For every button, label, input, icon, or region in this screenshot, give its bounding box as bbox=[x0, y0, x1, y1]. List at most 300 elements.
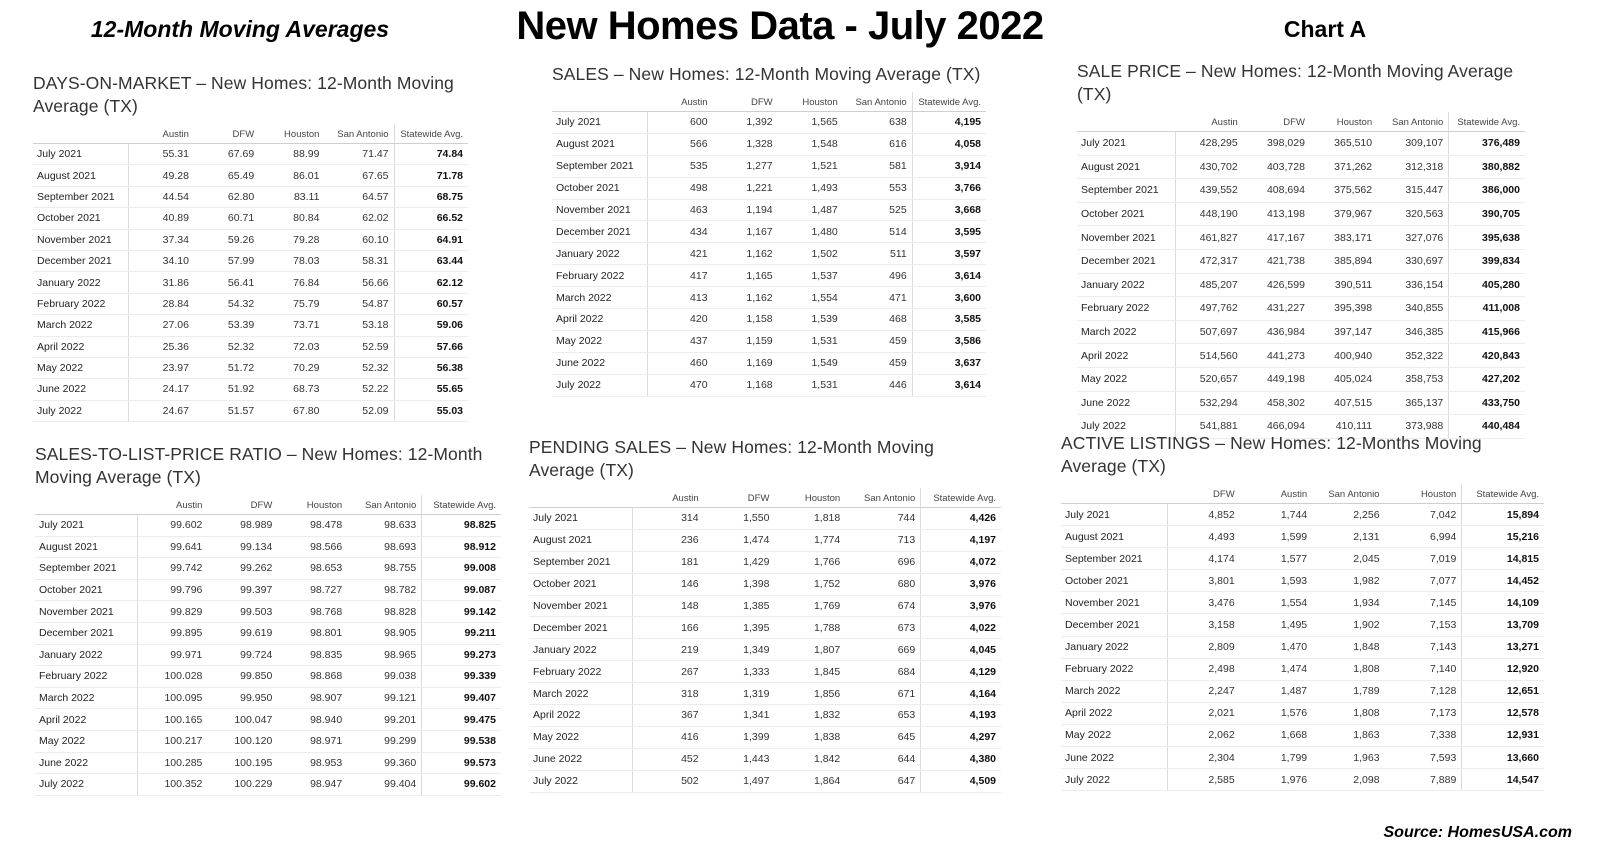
value-cell: 52.09 bbox=[324, 400, 394, 421]
value-cell: 1,495 bbox=[1240, 614, 1312, 636]
value-cell: 1,497 bbox=[704, 770, 775, 792]
value-cell: 54.87 bbox=[324, 293, 394, 314]
value-cell: 436,984 bbox=[1243, 320, 1310, 344]
table-row bbox=[529, 726, 1001, 748]
value-cell: 99.262 bbox=[207, 558, 277, 580]
value-cell: 53.18 bbox=[324, 315, 394, 336]
value-cell: 1,774 bbox=[774, 529, 845, 551]
table-row bbox=[1061, 504, 1544, 526]
value-cell: 86.01 bbox=[259, 165, 324, 186]
value-cell: 2,809 bbox=[1167, 636, 1239, 658]
value-cell: 6,994 bbox=[1385, 526, 1462, 548]
row-label: March 2022 bbox=[1061, 680, 1167, 702]
row-label: February 2022 bbox=[1077, 297, 1176, 321]
value-cell: 1,766 bbox=[774, 551, 845, 573]
statewide-cell: 3,976 bbox=[921, 595, 1001, 617]
value-cell: 1,842 bbox=[774, 748, 845, 770]
value-cell: 37.34 bbox=[129, 229, 194, 250]
row-label: July 2022 bbox=[35, 774, 138, 796]
row-label: October 2021 bbox=[33, 208, 129, 229]
row-label: April 2022 bbox=[35, 709, 138, 731]
row-label: September 2021 bbox=[35, 558, 138, 580]
row-label: April 2022 bbox=[33, 336, 129, 357]
row-label: January 2022 bbox=[35, 644, 138, 666]
value-cell: 55.31 bbox=[129, 144, 194, 165]
row-label: August 2021 bbox=[1077, 155, 1176, 179]
column-header: Houston bbox=[774, 488, 845, 508]
row-label: May 2022 bbox=[1077, 367, 1176, 391]
row-label: April 2022 bbox=[529, 705, 633, 727]
statewide-cell: 4,297 bbox=[921, 726, 1001, 748]
value-cell: 2,131 bbox=[1312, 526, 1384, 548]
statewide-cell: 3,976 bbox=[921, 573, 1001, 595]
value-cell: 1,474 bbox=[1240, 658, 1312, 680]
row-label: June 2022 bbox=[1077, 391, 1176, 415]
row-label: July 2022 bbox=[552, 374, 647, 396]
value-cell: 3,158 bbox=[1167, 614, 1239, 636]
value-cell: 459 bbox=[843, 330, 912, 352]
table-row bbox=[1077, 155, 1525, 179]
row-label: December 2021 bbox=[1061, 614, 1167, 636]
row-label: August 2021 bbox=[529, 529, 633, 551]
table-row bbox=[552, 177, 986, 199]
value-cell: 566 bbox=[647, 133, 712, 155]
value-cell: 340,855 bbox=[1377, 297, 1449, 321]
statewide-cell: 64.91 bbox=[394, 229, 468, 250]
table-row bbox=[552, 309, 986, 331]
row-label: January 2022 bbox=[529, 639, 633, 661]
value-cell: 53.39 bbox=[194, 315, 259, 336]
row-label: September 2021 bbox=[552, 155, 647, 177]
statewide-cell: 3,614 bbox=[912, 265, 986, 287]
row-label: May 2022 bbox=[35, 730, 138, 752]
value-cell: 88.99 bbox=[259, 144, 324, 165]
value-cell: 72.03 bbox=[259, 336, 324, 357]
column-header: DFW bbox=[704, 488, 775, 508]
column-header-month bbox=[529, 488, 633, 508]
data-table bbox=[552, 92, 986, 397]
statewide-cell: 3,600 bbox=[912, 287, 986, 309]
statewide-cell: 59.06 bbox=[394, 315, 468, 336]
data-table bbox=[529, 488, 1001, 793]
row-label: December 2021 bbox=[1077, 249, 1176, 273]
value-cell: 1,167 bbox=[713, 221, 778, 243]
value-cell: 99.360 bbox=[347, 752, 422, 774]
statewide-cell: 12,931 bbox=[1462, 724, 1544, 746]
value-cell: 616 bbox=[843, 133, 912, 155]
value-cell: 98.653 bbox=[277, 558, 347, 580]
value-cell: 78.03 bbox=[259, 250, 324, 271]
table-row bbox=[1061, 747, 1544, 769]
value-cell: 98.868 bbox=[277, 666, 347, 688]
value-cell: 466,094 bbox=[1243, 415, 1310, 439]
statewide-cell: 99.538 bbox=[422, 730, 501, 752]
row-label: March 2022 bbox=[529, 683, 633, 705]
value-cell: 54.32 bbox=[194, 293, 259, 314]
value-cell: 98.755 bbox=[347, 558, 422, 580]
row-label: April 2022 bbox=[1077, 344, 1176, 368]
value-cell: 98.965 bbox=[347, 644, 422, 666]
value-cell: 99.850 bbox=[207, 666, 277, 688]
table-row bbox=[35, 666, 501, 688]
value-cell: 98.953 bbox=[277, 752, 347, 774]
row-label: September 2021 bbox=[529, 551, 633, 573]
value-cell: 514 bbox=[843, 221, 912, 243]
table-row bbox=[552, 133, 986, 155]
table-row bbox=[1077, 179, 1525, 203]
value-cell: 320,563 bbox=[1377, 202, 1449, 226]
table-row bbox=[1061, 702, 1544, 724]
statewide-cell: 68.75 bbox=[394, 186, 468, 207]
table-row bbox=[1077, 226, 1525, 250]
value-cell: 1,162 bbox=[713, 243, 778, 265]
statewide-cell: 433,750 bbox=[1449, 391, 1525, 415]
value-cell: 59.26 bbox=[194, 229, 259, 250]
value-cell: 99.038 bbox=[347, 666, 422, 688]
value-cell: 1,333 bbox=[704, 661, 775, 683]
row-label: June 2022 bbox=[552, 352, 647, 374]
value-cell: 64.57 bbox=[324, 186, 394, 207]
row-label: January 2022 bbox=[552, 243, 647, 265]
row-label: January 2022 bbox=[1061, 636, 1167, 658]
column-header: DFW bbox=[713, 92, 778, 112]
value-cell: 371,262 bbox=[1310, 155, 1377, 179]
statewide-cell: 57.66 bbox=[394, 336, 468, 357]
value-cell: 2,062 bbox=[1167, 724, 1239, 746]
value-cell: 541,881 bbox=[1176, 415, 1243, 439]
column-header: Houston bbox=[778, 92, 843, 112]
row-label: September 2021 bbox=[33, 186, 129, 207]
statewide-cell: 3,637 bbox=[912, 352, 986, 374]
table-row bbox=[33, 293, 468, 314]
statewide-cell: 3,585 bbox=[912, 309, 986, 331]
value-cell: 439,552 bbox=[1176, 179, 1243, 203]
value-cell: 1,838 bbox=[774, 726, 845, 748]
value-cell: 146 bbox=[633, 573, 704, 595]
statewide-cell: 99.087 bbox=[422, 579, 501, 601]
value-cell: 1,808 bbox=[1312, 658, 1384, 680]
value-cell: 98.633 bbox=[347, 515, 422, 537]
value-cell: 1,194 bbox=[713, 199, 778, 221]
value-cell: 421 bbox=[647, 243, 712, 265]
value-cell: 460 bbox=[647, 352, 712, 374]
value-cell: 410,111 bbox=[1310, 415, 1377, 439]
value-cell: 553 bbox=[843, 177, 912, 199]
value-cell: 1,395 bbox=[704, 617, 775, 639]
value-cell: 403,728 bbox=[1243, 155, 1310, 179]
value-cell: 75.79 bbox=[259, 293, 324, 314]
value-cell: 496 bbox=[843, 265, 912, 287]
header-row bbox=[33, 124, 468, 144]
value-cell: 52.59 bbox=[324, 336, 394, 357]
table-row bbox=[552, 374, 986, 396]
statewide-cell: 3,614 bbox=[912, 374, 986, 396]
statewide-cell: 4,197 bbox=[921, 529, 1001, 551]
column-header: Austin bbox=[647, 92, 712, 112]
value-cell: 7,889 bbox=[1385, 769, 1462, 791]
value-cell: 99.796 bbox=[138, 579, 208, 601]
value-cell: 426,599 bbox=[1243, 273, 1310, 297]
table-row bbox=[552, 265, 986, 287]
row-label: November 2021 bbox=[552, 199, 647, 221]
table-title: ACTIVE LISTINGS – New Homes: 12-Months Moving Average (TX) bbox=[1061, 433, 1482, 476]
value-cell: 684 bbox=[845, 661, 921, 683]
statewide-cell: 98.912 bbox=[422, 536, 501, 558]
value-cell: 446 bbox=[843, 374, 912, 396]
value-cell: 671 bbox=[845, 683, 921, 705]
table-row bbox=[529, 617, 1001, 639]
value-cell: 2,256 bbox=[1312, 504, 1384, 526]
value-cell: 346,385 bbox=[1377, 320, 1449, 344]
value-cell: 98.768 bbox=[277, 601, 347, 623]
value-cell: 1,668 bbox=[1240, 724, 1312, 746]
value-cell: 1,168 bbox=[713, 374, 778, 396]
value-cell: 31.86 bbox=[129, 272, 194, 293]
row-label: August 2021 bbox=[552, 133, 647, 155]
value-cell: 1,474 bbox=[704, 529, 775, 551]
table-row bbox=[33, 336, 468, 357]
column-header: DFW bbox=[1167, 484, 1239, 504]
column-header: Austin bbox=[633, 488, 704, 508]
value-cell: 1,863 bbox=[1312, 724, 1384, 746]
header-row bbox=[1061, 484, 1544, 504]
column-header: Houston bbox=[1310, 112, 1377, 132]
table-row bbox=[529, 683, 1001, 705]
column-header: Austin bbox=[1176, 112, 1243, 132]
value-cell: 1,480 bbox=[778, 221, 843, 243]
statewide-cell: 4,045 bbox=[921, 639, 1001, 661]
value-cell: 461,827 bbox=[1176, 226, 1243, 250]
value-cell: 398,029 bbox=[1243, 132, 1310, 156]
value-cell: 383,171 bbox=[1310, 226, 1377, 250]
row-label: June 2022 bbox=[1061, 747, 1167, 769]
column-header: San Antonio bbox=[347, 495, 422, 515]
row-label: September 2021 bbox=[1061, 548, 1167, 570]
value-cell: 379,967 bbox=[1310, 202, 1377, 226]
value-cell: 1,752 bbox=[774, 573, 845, 595]
table-row bbox=[35, 622, 501, 644]
value-cell: 100.047 bbox=[207, 709, 277, 731]
value-cell: 647 bbox=[845, 770, 921, 792]
statewide-cell: 395,638 bbox=[1449, 226, 1525, 250]
row-label: November 2021 bbox=[1061, 592, 1167, 614]
value-cell: 181 bbox=[633, 551, 704, 573]
table-row bbox=[529, 529, 1001, 551]
value-cell: 421,738 bbox=[1243, 249, 1310, 273]
row-label: November 2021 bbox=[33, 229, 129, 250]
value-cell: 98.693 bbox=[347, 536, 422, 558]
value-cell: 314 bbox=[633, 508, 704, 530]
column-header-month bbox=[1077, 112, 1176, 132]
value-cell: 49.28 bbox=[129, 165, 194, 186]
value-cell: 1,848 bbox=[1312, 636, 1384, 658]
statewide-cell: 380,882 bbox=[1449, 155, 1525, 179]
row-label: April 2022 bbox=[552, 309, 647, 331]
value-cell: 98.947 bbox=[277, 774, 347, 796]
value-cell: 80.84 bbox=[259, 208, 324, 229]
value-cell: 67.69 bbox=[194, 144, 259, 165]
table-row bbox=[35, 774, 501, 796]
active-listings-panel bbox=[1061, 432, 1544, 791]
value-cell: 1,162 bbox=[713, 287, 778, 309]
value-cell: 2,247 bbox=[1167, 680, 1239, 702]
value-cell: 1,169 bbox=[713, 352, 778, 374]
value-cell: 385,894 bbox=[1310, 249, 1377, 273]
value-cell: 100.229 bbox=[207, 774, 277, 796]
value-cell: 498 bbox=[647, 177, 712, 199]
value-cell: 441,273 bbox=[1243, 344, 1310, 368]
statewide-cell: 4,509 bbox=[921, 770, 1001, 792]
table-row bbox=[529, 639, 1001, 661]
statewide-cell: 15,216 bbox=[1462, 526, 1544, 548]
statewide-cell: 98.825 bbox=[422, 515, 501, 537]
row-label: April 2022 bbox=[1061, 702, 1167, 724]
value-cell: 1,599 bbox=[1240, 526, 1312, 548]
value-cell: 1,521 bbox=[778, 155, 843, 177]
value-cell: 71.47 bbox=[324, 144, 394, 165]
statewide-cell: 99.602 bbox=[422, 774, 501, 796]
statewide-cell: 4,164 bbox=[921, 683, 1001, 705]
table-row bbox=[529, 770, 1001, 792]
value-cell: 318 bbox=[633, 683, 704, 705]
value-cell: 1,493 bbox=[778, 177, 843, 199]
value-cell: 99.299 bbox=[347, 730, 422, 752]
value-cell: 327,076 bbox=[1377, 226, 1449, 250]
column-header: DFW bbox=[194, 124, 259, 144]
table-row bbox=[529, 573, 1001, 595]
column-header: San Antonio bbox=[845, 488, 921, 508]
value-cell: 744 bbox=[845, 508, 921, 530]
table-row bbox=[1061, 636, 1544, 658]
statewide-cell: 62.12 bbox=[394, 272, 468, 293]
table-row bbox=[552, 199, 986, 221]
table-row bbox=[33, 229, 468, 250]
row-label: January 2022 bbox=[1077, 273, 1176, 297]
value-cell: 405,024 bbox=[1310, 367, 1377, 391]
statewide-cell: 440,484 bbox=[1449, 415, 1525, 439]
statewide-cell: 3,668 bbox=[912, 199, 986, 221]
statewide-cell: 415,966 bbox=[1449, 320, 1525, 344]
value-cell: 468 bbox=[843, 309, 912, 331]
statewide-cell: 399,834 bbox=[1449, 249, 1525, 273]
statewide-cell: 411,008 bbox=[1449, 297, 1525, 321]
table-row bbox=[552, 287, 986, 309]
value-cell: 28.84 bbox=[129, 293, 194, 314]
value-cell: 58.31 bbox=[324, 250, 394, 271]
value-cell: 472,317 bbox=[1176, 249, 1243, 273]
value-cell: 56.41 bbox=[194, 272, 259, 293]
value-cell: 1,531 bbox=[778, 330, 843, 352]
table-row bbox=[35, 644, 501, 666]
value-cell: 413 bbox=[647, 287, 712, 309]
value-cell: 713 bbox=[845, 529, 921, 551]
value-cell: 166 bbox=[633, 617, 704, 639]
value-cell: 7,140 bbox=[1385, 658, 1462, 680]
table-row bbox=[35, 601, 501, 623]
row-label: August 2021 bbox=[1061, 526, 1167, 548]
pending-sales-panel bbox=[529, 436, 1001, 793]
value-cell: 431,227 bbox=[1243, 297, 1310, 321]
value-cell: 1,221 bbox=[713, 177, 778, 199]
row-label: October 2021 bbox=[35, 579, 138, 601]
value-cell: 99.950 bbox=[207, 687, 277, 709]
column-header: DFW bbox=[207, 495, 277, 515]
statewide-cell: 14,547 bbox=[1462, 769, 1544, 791]
days-on-market-panel bbox=[33, 72, 468, 422]
value-cell: 1,549 bbox=[778, 352, 843, 374]
value-cell: 1,399 bbox=[704, 726, 775, 748]
column-header: Houston bbox=[277, 495, 347, 515]
value-cell: 100.165 bbox=[138, 709, 208, 731]
table-row bbox=[1061, 658, 1544, 680]
table-row bbox=[35, 730, 501, 752]
value-cell: 7,128 bbox=[1385, 680, 1462, 702]
value-cell: 1,319 bbox=[704, 683, 775, 705]
row-label: July 2021 bbox=[1077, 132, 1176, 156]
value-cell: 98.989 bbox=[207, 515, 277, 537]
statewide-cell: 60.57 bbox=[394, 293, 468, 314]
value-cell: 7,019 bbox=[1385, 548, 1462, 570]
value-cell: 680 bbox=[845, 573, 921, 595]
value-cell: 437 bbox=[647, 330, 712, 352]
value-cell: 7,173 bbox=[1385, 702, 1462, 724]
value-cell: 236 bbox=[633, 529, 704, 551]
value-cell: 60.10 bbox=[324, 229, 394, 250]
column-header: Austin bbox=[1240, 484, 1312, 504]
statewide-cell: 4,426 bbox=[921, 508, 1001, 530]
statewide-cell: 55.03 bbox=[394, 400, 468, 421]
row-label: December 2021 bbox=[552, 221, 647, 243]
value-cell: 24.17 bbox=[129, 379, 194, 400]
value-cell: 57.99 bbox=[194, 250, 259, 271]
row-label: June 2022 bbox=[35, 752, 138, 774]
value-cell: 1,832 bbox=[774, 705, 845, 727]
value-cell: 315,447 bbox=[1377, 179, 1449, 203]
value-cell: 502 bbox=[633, 770, 704, 792]
value-cell: 1,328 bbox=[713, 133, 778, 155]
value-cell: 2,585 bbox=[1167, 769, 1239, 791]
row-label: November 2021 bbox=[1077, 226, 1176, 250]
value-cell: 336,154 bbox=[1377, 273, 1449, 297]
value-cell: 1,554 bbox=[778, 287, 843, 309]
value-cell: 40.89 bbox=[129, 208, 194, 229]
value-cell: 52.22 bbox=[324, 379, 394, 400]
column-header: Houston bbox=[259, 124, 324, 144]
table-title: SALES – New Homes: 12-Month Moving Average (TX) bbox=[552, 64, 981, 84]
value-cell: 417,167 bbox=[1243, 226, 1310, 250]
value-cell: 407,515 bbox=[1310, 391, 1377, 415]
row-label: February 2022 bbox=[1061, 658, 1167, 680]
table-row bbox=[1077, 297, 1525, 321]
value-cell: 100.217 bbox=[138, 730, 208, 752]
value-cell: 219 bbox=[633, 639, 704, 661]
value-cell: 1,550 bbox=[704, 508, 775, 530]
row-label: February 2022 bbox=[35, 666, 138, 688]
table-row bbox=[552, 112, 986, 134]
value-cell: 52.32 bbox=[324, 357, 394, 378]
value-cell: 497,762 bbox=[1176, 297, 1243, 321]
row-label: July 2022 bbox=[1061, 769, 1167, 791]
statewide-cell: 390,705 bbox=[1449, 202, 1525, 226]
value-cell: 408,694 bbox=[1243, 179, 1310, 203]
value-cell: 34.10 bbox=[129, 250, 194, 271]
value-cell: 2,045 bbox=[1312, 548, 1384, 570]
row-label: March 2022 bbox=[33, 315, 129, 336]
value-cell: 65.49 bbox=[194, 165, 259, 186]
value-cell: 373,988 bbox=[1377, 415, 1449, 439]
statewide-cell: 12,578 bbox=[1462, 702, 1544, 724]
row-label: July 2022 bbox=[1077, 415, 1176, 439]
